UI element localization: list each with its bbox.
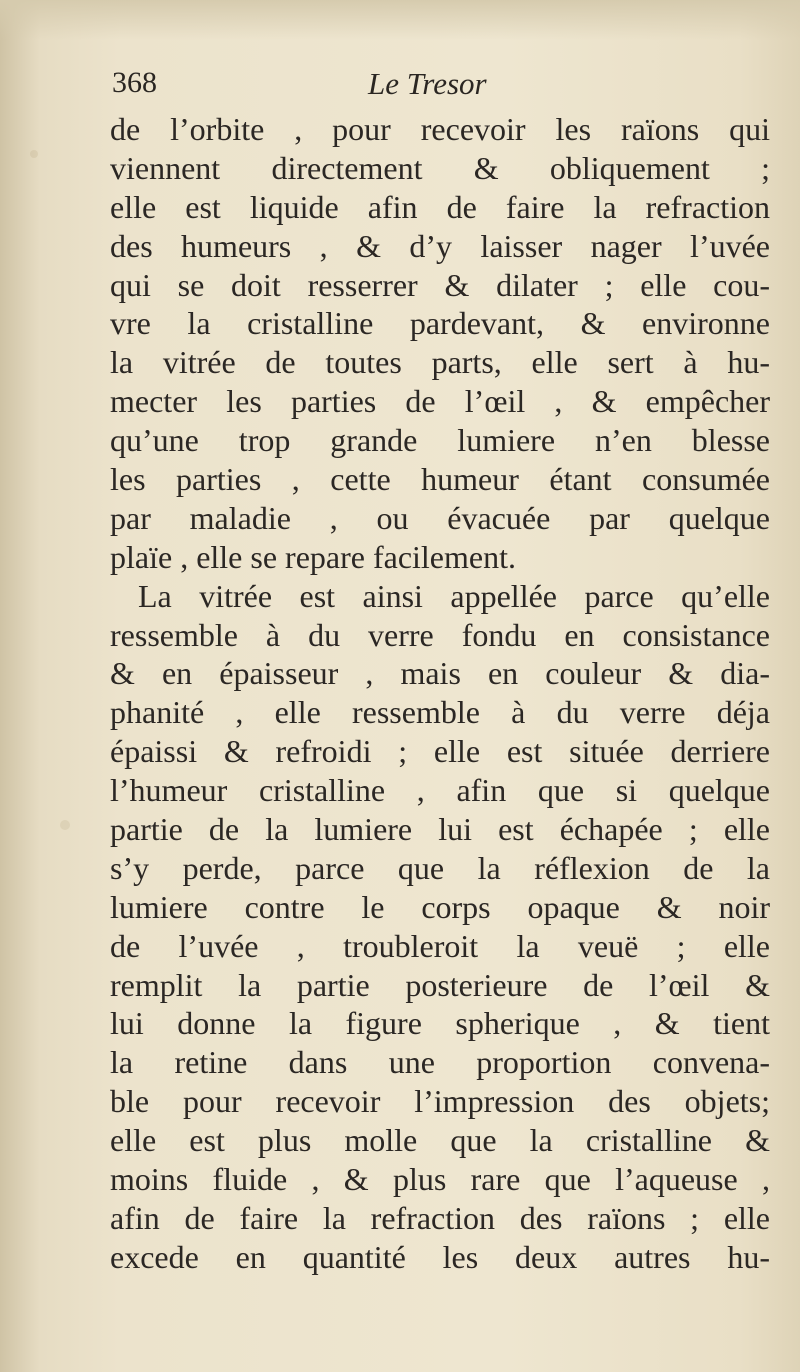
text-line: La vitrée est ainsi appellée parce qu’elle [138, 577, 770, 614]
text-line: qu’une trop grande lumiere n’en blesse [110, 422, 770, 459]
text-line: des humeurs , & d’y laisser nager l’uvée [110, 227, 770, 264]
text-line: lumiere contre le corps opaque & noir [110, 888, 770, 925]
text-line: ressemble à du verre fondu en consistance [110, 616, 770, 653]
text-line: viennent directement & obliquement ; [110, 149, 770, 186]
text-line: épaissi & refroidi ; elle est située derriere [110, 733, 770, 770]
text-line: ble pour recevoir l’impression des objets; [110, 1083, 770, 1120]
text-line: moins fluide , & plus rare que l’aqueuse , [110, 1161, 770, 1198]
text-line: excede en quantité les deux autres hu- [110, 1238, 770, 1275]
text-line: qui se doit resserrer & dilater ; elle cou- [110, 266, 770, 303]
text-line: elle est plus molle que la cristalline & [110, 1122, 770, 1159]
text-line: plaïe , elle se repare facilement. [110, 538, 516, 575]
text-line: la vitrée de toutes parts, elle sert à hu- [110, 344, 770, 381]
text-line: phanité , elle ressemble à du verre déja [110, 694, 770, 731]
text-line: partie de la lumiere lui est échapée ; elle [110, 811, 770, 848]
text-line: remplit la partie posterieure de l’œil & [110, 966, 770, 1003]
text-line: de l’orbite , pour recevoir les raïons qui [110, 111, 770, 147]
body-text [110, 110, 770, 1277]
text-line: l’humeur cristalline , afin que si quelque [110, 772, 770, 809]
text-line: & en épaisseur , mais en couleur & dia- [110, 655, 770, 692]
text-line: lui donne la figure spherique , & tient [110, 1005, 770, 1042]
text-line: de l’uvée , troubleroit la veuë ; elle [110, 927, 770, 964]
text-line: la retine dans une proportion convena- [110, 1044, 770, 1081]
running-title: Le Tresor [368, 66, 487, 101]
text-line: s’y perde, parce que la réflexion de la [110, 849, 770, 886]
page-header [112, 66, 672, 106]
paper-stain [60, 820, 70, 830]
text-line: afin de faire la refraction des raïons ; elle [110, 1199, 770, 1236]
text-line: les parties , cette humeur étant consumée [110, 461, 770, 498]
page-number: 368 [112, 66, 157, 99]
text-line: elle est liquide afin de faire la refraction [110, 188, 770, 225]
text-line: vre la cristalline pardevant, & environne [110, 305, 770, 342]
paper-stain [30, 150, 38, 158]
text-line: mecter les parties de l’œil , & empêcher [110, 383, 770, 420]
text-line: par maladie , ou évacuée par quelque [110, 499, 770, 536]
